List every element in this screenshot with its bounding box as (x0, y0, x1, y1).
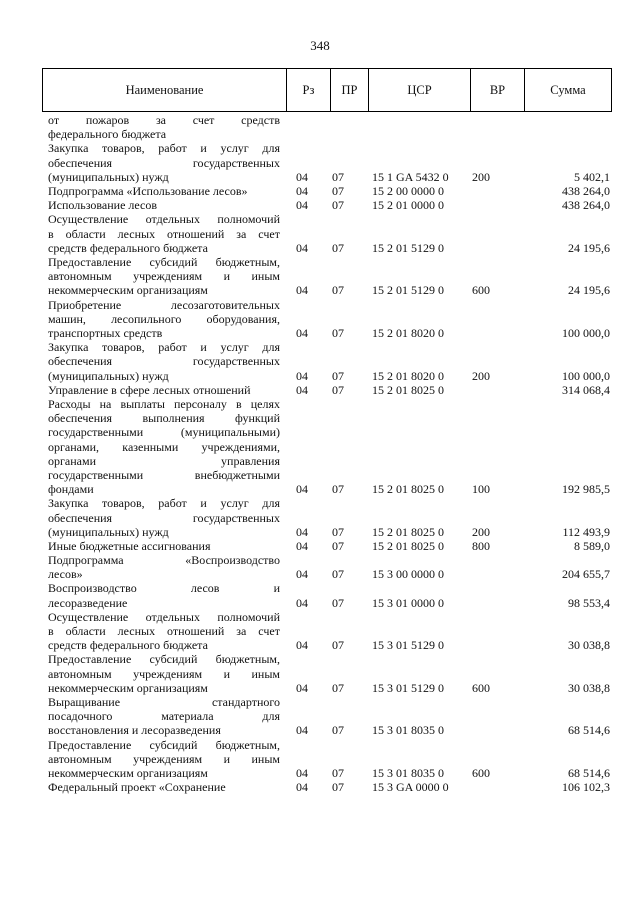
row-name-line: (муниципальных) нужд (48, 368, 169, 383)
row-csr: 15 3 01 5129 0 (372, 638, 444, 653)
row-name (48, 652, 280, 695)
row-name-line: (муниципальных) нужд (48, 169, 169, 184)
table-row (0, 340, 640, 383)
row-name (48, 298, 280, 341)
row-name-line: средств федерального бюджета (48, 638, 208, 653)
row-sum: 98 553,4 (568, 595, 610, 610)
row-pr: 07 (332, 524, 344, 539)
row-sum: 30 038,8 (568, 680, 610, 695)
row-name-line: средств федерального бюджета (48, 240, 208, 255)
row-csr: 15 2 01 5129 0 (372, 283, 444, 298)
row-name-line: Подпрограмма «Воспроизводство (48, 553, 280, 568)
row-name (48, 212, 280, 255)
row-vr: 600 (472, 766, 490, 781)
row-name-line: лесоразведение (48, 595, 128, 610)
row-rz: 04 (296, 723, 308, 738)
row-csr: 15 3 GA 0000 0 (372, 780, 449, 795)
row-name-line: Закупка товаров, работ и услуг для (48, 141, 280, 156)
header-name: Наименование (43, 69, 287, 111)
table-row (0, 738, 640, 781)
row-pr: 07 (332, 198, 344, 213)
row-vr: 200 (472, 169, 490, 184)
row-vr: 100 (472, 482, 490, 497)
table-header (42, 68, 612, 112)
row-sum: 68 514,6 (568, 766, 610, 781)
row-name-line: Закупка товаров, работ и услуг для (48, 496, 280, 511)
row-sum: 204 655,7 (562, 567, 610, 582)
row-name-line: Управление в сфере лесных отношений (48, 382, 251, 397)
row-rz: 04 (296, 680, 308, 695)
table-row (0, 539, 640, 553)
row-rz: 04 (296, 169, 308, 184)
row-sum: 106 102,3 (562, 780, 610, 795)
row-name-line: фондами (48, 482, 94, 497)
row-name-line: от пожаров за счет средств (48, 113, 280, 127)
row-name-line: восстановления и лесоразведения (48, 723, 221, 738)
row-rz: 04 (296, 524, 308, 539)
row-csr: 15 3 01 0000 0 (372, 595, 444, 610)
row-csr: 15 3 00 0000 0 (372, 567, 444, 582)
row-name (48, 496, 280, 539)
table-row (0, 496, 640, 539)
row-sum: 68 514,6 (568, 723, 610, 738)
row-rz: 04 (296, 482, 308, 497)
table-row (0, 553, 640, 581)
header-rz: Рз (287, 69, 331, 111)
row-name-line: Иные бюджетные ассигнования (48, 538, 211, 553)
row-csr: 15 2 01 8025 0 (372, 538, 444, 553)
row-name-line: (муниципальных) нужд (48, 524, 169, 539)
row-name-line: Предоставление субсидий бюджетным, (48, 737, 280, 752)
row-pr: 07 (332, 780, 344, 795)
row-sum: 24 195,6 (568, 283, 610, 298)
row-name (48, 113, 280, 141)
row-name-line: посадочного материала для (48, 709, 280, 724)
row-name-line: Федеральный проект «Сохранение (48, 780, 226, 795)
row-rz: 04 (296, 382, 308, 397)
row-rz: 04 (296, 638, 308, 653)
row-name (48, 553, 280, 581)
row-name (48, 397, 280, 496)
header-pr: ПР (331, 69, 369, 111)
row-name (48, 184, 280, 198)
row-sum: 100 000,0 (562, 368, 610, 383)
row-name-line: Выращивание стандартного (48, 695, 280, 710)
row-sum: 5 402,1 (574, 169, 610, 184)
row-vr: 600 (472, 680, 490, 695)
row-name-line: государственными (муниципальными) (48, 425, 280, 440)
row-name-line: автономным учреждениям и иным (48, 269, 280, 284)
table-row (0, 113, 640, 141)
row-sum: 112 493,9 (562, 524, 610, 539)
row-rz: 04 (296, 198, 308, 213)
table-row (0, 695, 640, 738)
row-name-line: Подпрограмма «Использование лесов» (48, 183, 248, 198)
row-pr: 07 (332, 183, 344, 198)
page-number: 348 (310, 38, 330, 53)
row-name (48, 340, 280, 383)
row-name-line: в области лесных отношений за счет (48, 226, 280, 241)
header-csr: ЦСР (369, 69, 471, 111)
row-pr: 07 (332, 638, 344, 653)
row-name-line: Расходы на выплаты персоналу в целях (48, 396, 280, 411)
row-name (48, 255, 280, 298)
row-vr: 800 (472, 538, 490, 553)
row-name-line: обеспечения государственных (48, 155, 280, 170)
row-csr: 15 1 GA 5432 0 (372, 169, 449, 184)
table-row (0, 184, 640, 198)
row-name (48, 780, 280, 794)
row-pr: 07 (332, 283, 344, 298)
table-row (0, 581, 640, 609)
table-row (0, 397, 640, 496)
row-name-line: Приобретение лесозаготовительных (48, 297, 280, 312)
row-rz: 04 (296, 283, 308, 298)
row-name-line: Использование лесов (48, 198, 157, 213)
row-name-line: некоммерческим организациям (48, 283, 208, 298)
row-pr: 07 (332, 538, 344, 553)
row-pr: 07 (332, 240, 344, 255)
row-name-line: некоммерческим организациям (48, 766, 208, 781)
table-row (0, 610, 640, 653)
row-name-line: государственными внебюджетными (48, 467, 280, 482)
row-sum: 438 264,0 (562, 183, 610, 198)
row-name (48, 383, 280, 397)
row-csr: 15 2 00 0000 0 (372, 183, 444, 198)
row-rz: 04 (296, 567, 308, 582)
table-row (0, 652, 640, 695)
table-row (0, 198, 640, 212)
row-name (48, 581, 280, 609)
row-pr: 07 (332, 766, 344, 781)
row-rz: 04 (296, 325, 308, 340)
row-csr: 15 3 01 8035 0 (372, 766, 444, 781)
row-sum: 100 000,0 (562, 325, 610, 340)
table-row (0, 780, 640, 794)
row-pr: 07 (332, 382, 344, 397)
row-csr: 15 3 01 5129 0 (372, 680, 444, 695)
table-row (0, 298, 640, 341)
row-rz: 04 (296, 183, 308, 198)
row-name (48, 738, 280, 781)
row-pr: 07 (332, 595, 344, 610)
row-sum: 438 264,0 (562, 198, 610, 213)
row-vr: 200 (472, 524, 490, 539)
row-csr: 15 2 01 8025 0 (372, 524, 444, 539)
row-name-line: в области лесных отношений за счет (48, 624, 280, 639)
row-rz: 04 (296, 595, 308, 610)
row-name-line: обеспечения государственных (48, 354, 280, 369)
row-sum: 30 038,8 (568, 638, 610, 653)
row-pr: 07 (332, 567, 344, 582)
row-name-line: обеспечения выполнения функций (48, 411, 280, 426)
row-vr: 200 (472, 368, 490, 383)
row-pr: 07 (332, 169, 344, 184)
row-csr: 15 2 01 8020 0 (372, 325, 444, 340)
row-sum: 192 985,5 (562, 482, 610, 497)
row-pr: 07 (332, 482, 344, 497)
row-name-line: автономным учреждениям и иным (48, 751, 280, 766)
row-name-line: федерального бюджета (48, 127, 167, 142)
row-csr: 15 2 01 8025 0 (372, 382, 444, 397)
row-rz: 04 (296, 538, 308, 553)
row-vr: 600 (472, 283, 490, 298)
row-name-line: органами, казенными учреждениями, (48, 439, 280, 454)
row-csr: 15 2 01 8020 0 (372, 368, 444, 383)
row-name-line: лесов» (48, 567, 83, 582)
table-row (0, 141, 640, 184)
row-rz: 04 (296, 766, 308, 781)
table-body (0, 113, 640, 794)
row-csr: 15 3 01 8035 0 (372, 723, 444, 738)
row-name (48, 198, 280, 212)
row-name (48, 610, 280, 653)
row-name-line: Осуществление отдельных полномочий (48, 212, 280, 227)
row-name-line: некоммерческим организациям (48, 680, 208, 695)
row-name-line: Предоставление субсидий бюджетным, (48, 254, 280, 269)
row-pr: 07 (332, 680, 344, 695)
row-sum: 24 195,6 (568, 240, 610, 255)
table-row (0, 255, 640, 298)
table-row (0, 212, 640, 255)
row-csr: 15 2 01 8025 0 (372, 482, 444, 497)
row-pr: 07 (332, 723, 344, 738)
table-row (0, 383, 640, 397)
header-sum: Сумма (550, 83, 586, 97)
row-name-line: Предоставление субсидий бюджетным, (48, 652, 280, 667)
row-name-line: Закупка товаров, работ и услуг для (48, 340, 280, 355)
row-csr: 15 2 01 0000 0 (372, 198, 444, 213)
row-pr: 07 (332, 368, 344, 383)
row-name-line: транспортных средств (48, 325, 163, 340)
row-name (48, 141, 280, 184)
row-name (48, 539, 280, 553)
row-rz: 04 (296, 368, 308, 383)
header-vr: ВР (471, 69, 525, 111)
row-name-line: Осуществление отдельных полномочий (48, 609, 280, 624)
row-csr: 15 2 01 5129 0 (372, 240, 444, 255)
row-name-line: машин, лесопильного оборудования, (48, 311, 280, 326)
row-name-line: автономным учреждениям и иным (48, 666, 280, 681)
row-pr: 07 (332, 325, 344, 340)
row-name-line: обеспечения государственных (48, 510, 280, 525)
row-name (48, 695, 280, 738)
row-rz: 04 (296, 780, 308, 795)
row-sum: 314 068,4 (562, 382, 610, 397)
row-sum: 8 589,0 (574, 538, 610, 553)
row-name-line: органами управления (48, 453, 280, 468)
row-name-line: Воспроизводство лесов и (48, 581, 280, 596)
row-rz: 04 (296, 240, 308, 255)
